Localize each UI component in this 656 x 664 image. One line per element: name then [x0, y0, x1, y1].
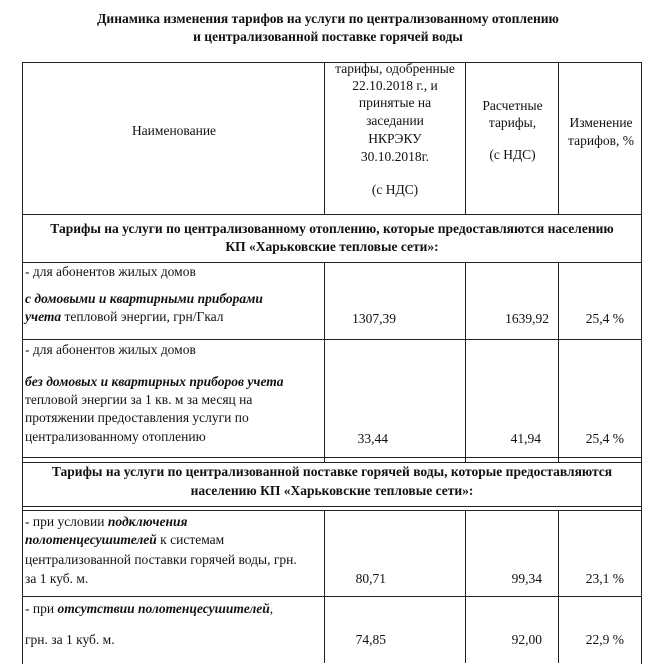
row3-label-line — [25, 531, 224, 549]
col-divider — [465, 62, 466, 214]
row2-change: 25,4 % — [585, 431, 624, 446]
row4-label-pre: - при — [25, 601, 58, 616]
header-calculated-line: Расчетные — [482, 98, 543, 113]
row1-approved: 1307,39 — [352, 311, 396, 326]
header-approved-vat: (с НДС) — [371, 182, 419, 197]
col-divider — [558, 62, 559, 214]
row3-label-rest: к системам — [156, 532, 225, 547]
row2-label-line: централизованному отоплению — [25, 429, 206, 444]
header-approved-line: 22.10.2018 г., и — [352, 78, 438, 93]
header-approved-line: тарифы, одобренные — [335, 61, 455, 76]
row3-label-line: за 1 куб. м. — [25, 571, 89, 586]
col-divider — [324, 62, 325, 214]
row3-label-pre: - при условии — [25, 514, 108, 529]
header-change-line: тарифов, % — [568, 133, 634, 148]
section-water-double-border — [22, 510, 642, 511]
col-divider — [324, 510, 325, 663]
row1-change: 25,4 % — [585, 311, 624, 326]
header-bottom-border — [22, 214, 642, 215]
row1-label-bold: учета — [25, 309, 62, 324]
col-divider — [558, 510, 559, 663]
col-divider — [324, 262, 325, 462]
row4-label-line: грн. за 1 куб. м. — [25, 632, 115, 647]
row4-calculated: 92,00 — [511, 632, 542, 647]
row3-approved: 80,71 — [355, 571, 386, 586]
row3-calculated: 99,34 — [511, 571, 542, 586]
row4-label-post: , — [269, 601, 274, 616]
row1-label-line — [25, 308, 224, 326]
row2-bottom-border — [22, 457, 642, 458]
header-calculated-vat: (с НДС) — [489, 147, 536, 162]
row2-label-line: протяжении предоставления услуги по — [25, 410, 249, 425]
row3-bottom-border — [22, 596, 642, 597]
row1-calculated: 1639,92 — [505, 311, 549, 326]
row4-approved: 74,85 — [355, 632, 386, 647]
header-approved-line: 30.10.2018г. — [360, 149, 430, 164]
row2-approved: 33,44 — [357, 431, 388, 446]
header-approved-line: заседании — [366, 113, 424, 128]
row2-calculated: 41,94 — [510, 431, 541, 446]
row4-change: 22,9 % — [585, 632, 624, 647]
row2-label: - для абонентов жилых домов — [25, 342, 196, 357]
row2-label-bold: без домовых и квартирных приборов учета — [25, 374, 284, 389]
header-approved-line: принятые на — [358, 95, 432, 110]
row1-label-rest: тепловой энергии, грн/Гкал — [61, 309, 224, 324]
section-heating-title: КП «Харьковские тепловые сети»: — [225, 239, 439, 254]
section-water-title: Тарифы на услуги по централизованной поставке горячей воды, которые предоставляются — [51, 464, 613, 479]
col-divider — [465, 262, 466, 462]
row2-label-line: тепловой энергии за 1 кв. м за месяц на — [25, 392, 253, 407]
row3-label-line: централизованной поставки горячей воды, грн. — [25, 552, 297, 567]
section-heating-title: Тарифы на услуги по централизованному отоплению, которые предоставляются населению — [50, 221, 614, 236]
row3-label-line — [25, 513, 187, 531]
document-title-line-2: и централизованной поставке горячей воды — [193, 29, 463, 44]
header-name: Наименование — [131, 123, 217, 138]
row1-label: - для абонентов жилых домов — [25, 264, 196, 279]
row3-change: 23,1 % — [585, 571, 624, 586]
section-water-title: населению КП «Харьковские тепловые сети»: — [190, 483, 474, 498]
header-change-line: Изменение — [569, 115, 633, 130]
header-approved-line: НКРЭКУ — [368, 131, 422, 146]
row3-label-bold: полотенцесушителей — [25, 532, 157, 547]
document-title-line-1: Динамика изменения тарифов на услуги по централизованному отоплению — [97, 11, 559, 26]
row1-label-bold: с домовыми и квартирными приборами — [25, 291, 263, 306]
header-calculated-line: тарифы, — [488, 115, 537, 130]
row4-label-line — [25, 600, 273, 618]
section-water-bottom-border — [22, 506, 642, 507]
row3-label-bold: подключения — [107, 514, 188, 529]
row1-bottom-border — [22, 339, 642, 340]
row4-label-bold: отсутствии полотенцесушителей — [57, 601, 270, 616]
col-divider — [465, 510, 466, 663]
col-divider — [558, 262, 559, 462]
